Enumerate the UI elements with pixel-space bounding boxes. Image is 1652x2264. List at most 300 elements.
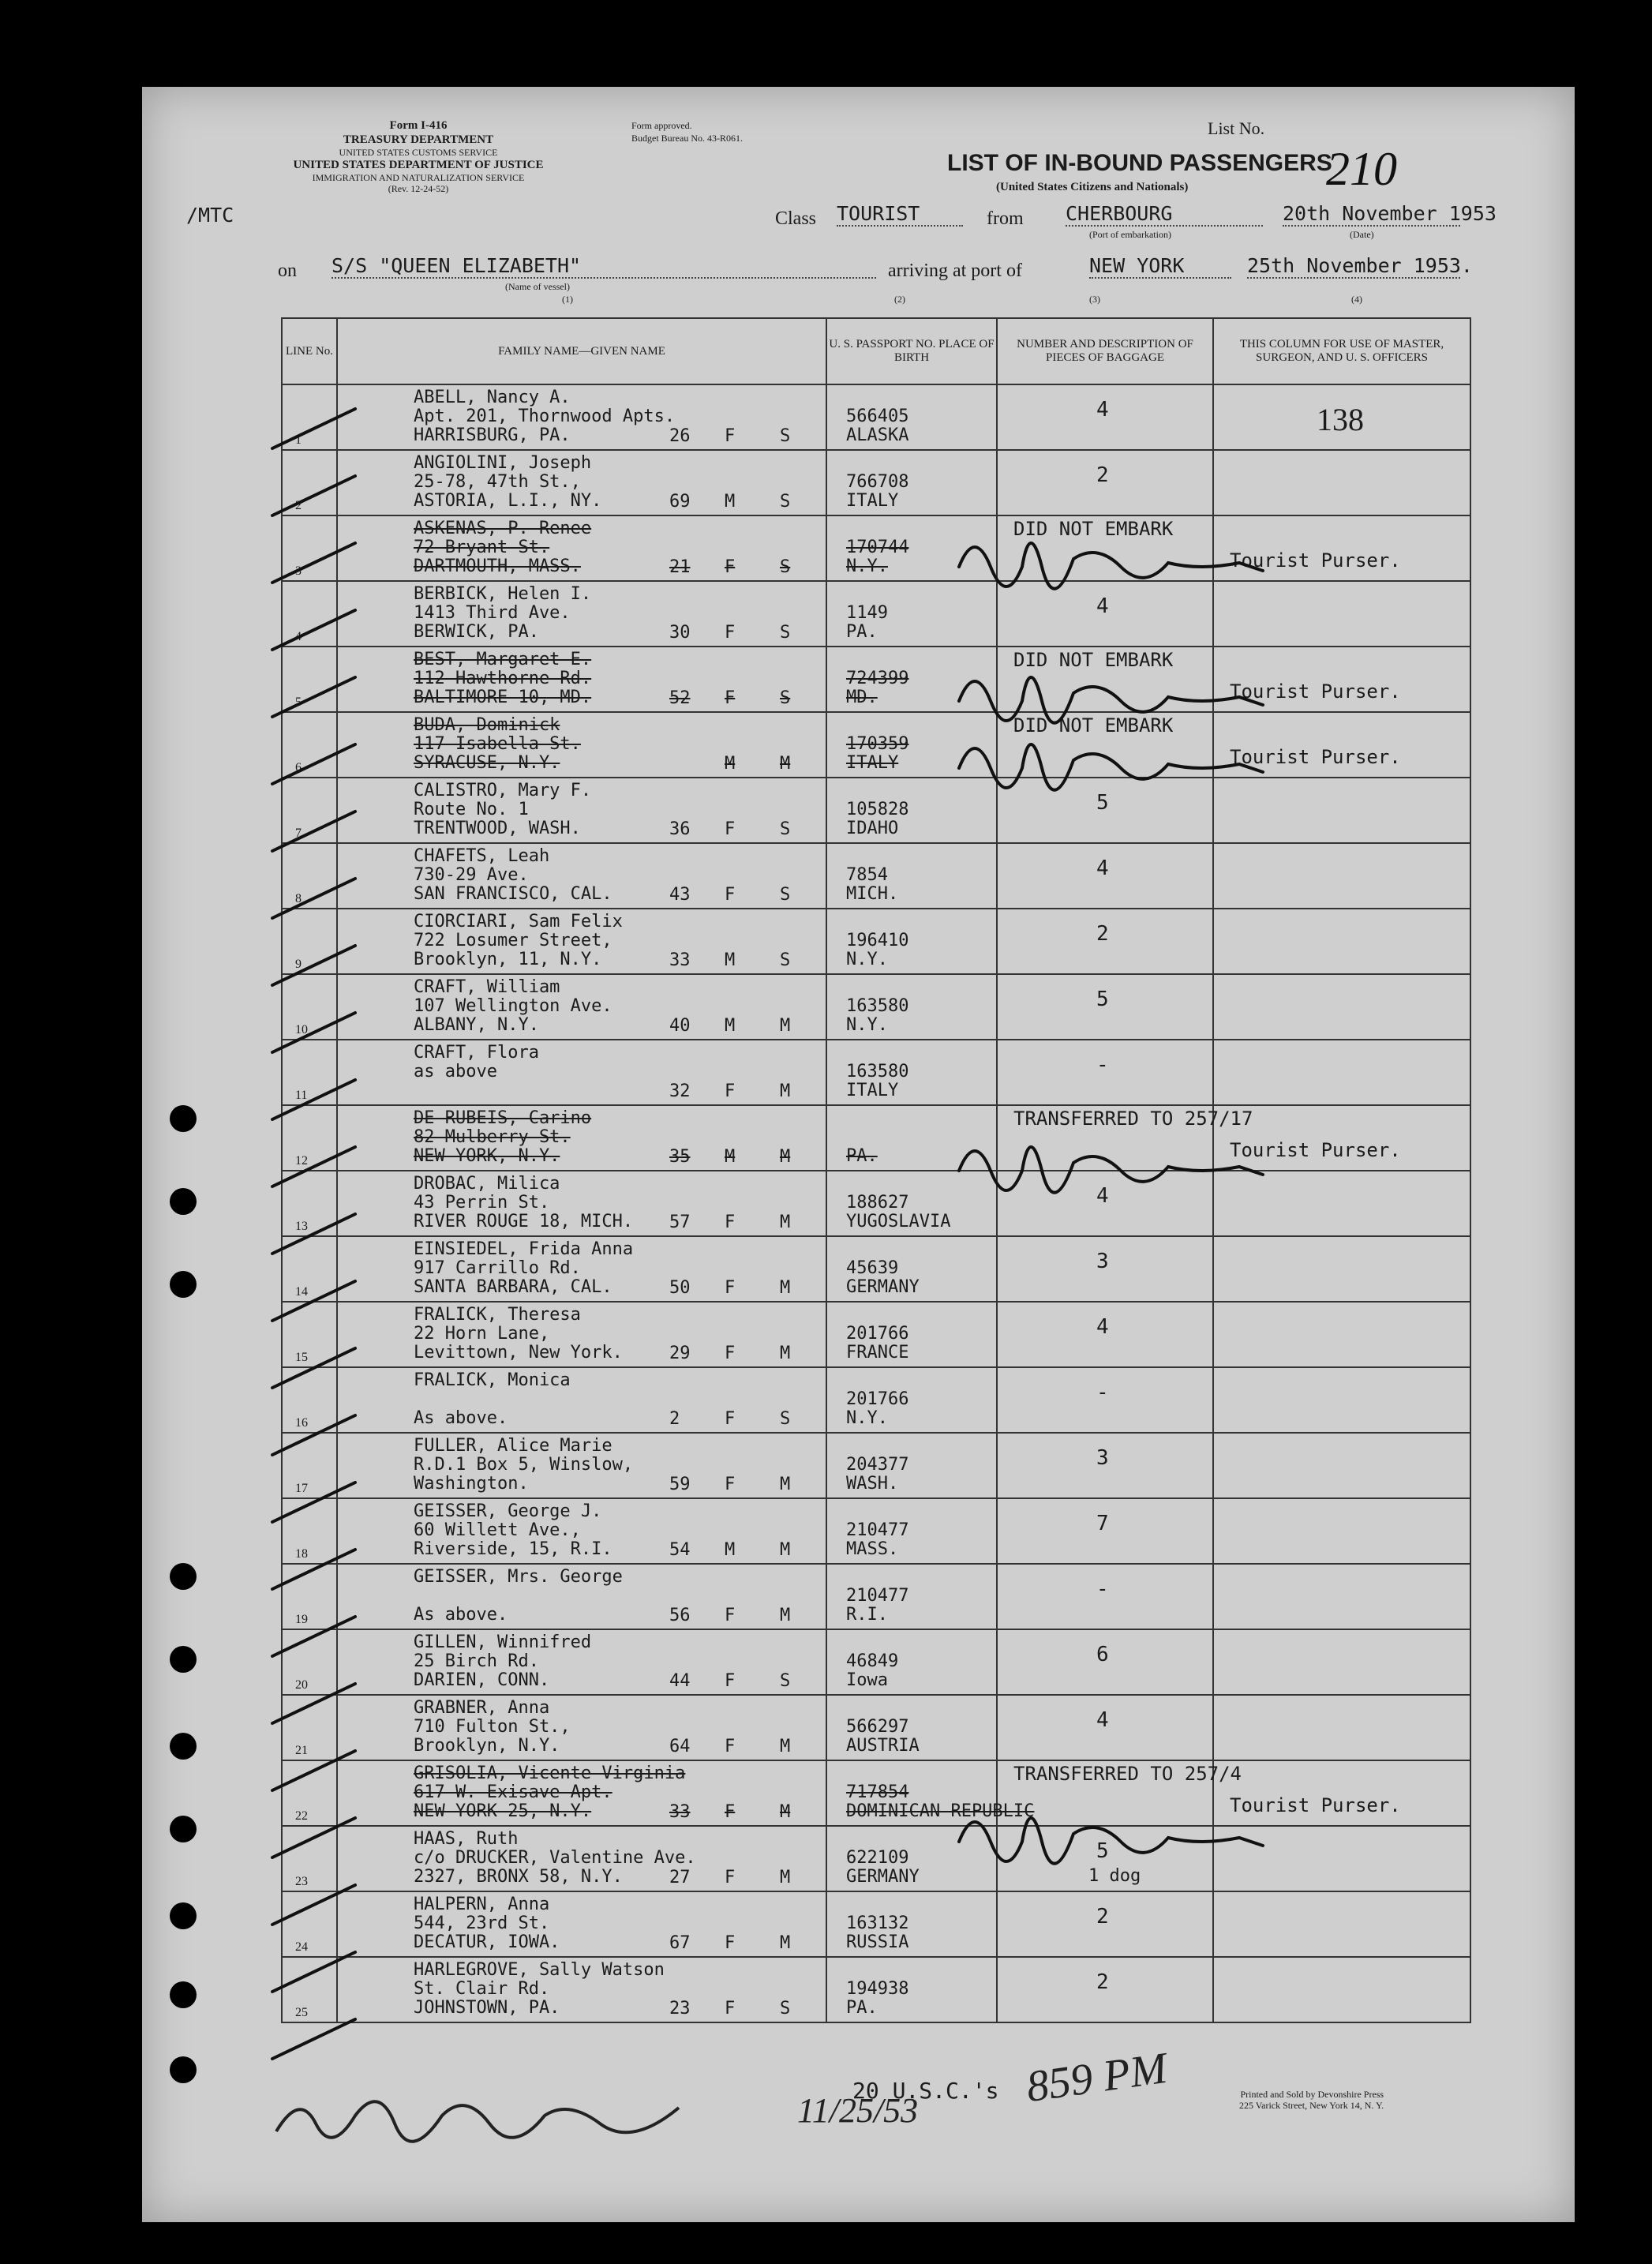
vessel-caption: (Name of vessel)	[505, 281, 570, 292]
address-line: Apt. 201, Thornwood Apts.	[414, 407, 676, 426]
place-of-birth: MASS.	[846, 1539, 899, 1559]
col-officers: THIS COLUMN FOR USE OF MASTER, SURGEON, AND U. S. OFFICERS	[1213, 318, 1470, 384]
passport-number: 724399	[846, 669, 909, 688]
baggage-count: 2	[1096, 1970, 1109, 1994]
passport-number: 163580	[846, 996, 909, 1016]
passenger-name: BUDA, Dominick	[414, 715, 560, 735]
class-label: Class	[775, 208, 817, 229]
printer-line-2: 225 Varick Street, New York 14, N. Y.	[1239, 2100, 1384, 2111]
col-passport: U. S. PASSPORT NO. PLACE OF BIRTH	[826, 318, 997, 384]
line-number: 7	[295, 827, 302, 840]
purser-note: Tourist Purser.	[1230, 746, 1401, 768]
check-mark	[272, 1214, 355, 1254]
baggage-count: 4	[1096, 1708, 1109, 1732]
sex: F	[725, 623, 736, 643]
age: 40	[669, 1016, 691, 1036]
age: 33	[669, 950, 691, 970]
sex: F	[725, 1278, 736, 1298]
age: 30	[669, 623, 691, 643]
marital-status: S	[780, 819, 791, 839]
purser-note: Tourist Purser.	[1230, 680, 1401, 703]
passport-number: 766708	[846, 472, 909, 492]
check-mark	[272, 610, 355, 650]
address-line: R.D.1 Box 5, Winslow,	[414, 1455, 634, 1475]
check-mark	[272, 1617, 355, 1656]
line-number: 3	[295, 564, 302, 578]
embark-port-caption: (Port of embarkation)	[1089, 229, 1171, 240]
caption-3: (3)	[1089, 294, 1100, 305]
address-line: 112 Hawthorne Rd.	[414, 669, 592, 688]
sex: M	[725, 754, 736, 774]
place-of-birth: N.Y.	[846, 1015, 888, 1035]
baggage-count: 4	[1096, 1315, 1109, 1339]
address-line: 730-29 Ave.	[414, 865, 529, 885]
marital-status: S	[780, 623, 791, 643]
age: 36	[669, 819, 691, 839]
marital-status: S	[780, 492, 791, 512]
address-city: Washington.	[414, 1474, 529, 1494]
sex: F	[725, 688, 736, 708]
col-baggage: NUMBER AND DESCRIPTION OF PIECES OF BAGGAGE	[997, 318, 1213, 384]
form-revision: (Rev. 12-24-52)	[388, 183, 449, 194]
line-number: 25	[295, 2006, 308, 2019]
sex: M	[725, 1540, 736, 1560]
baggage-count: 5	[1096, 988, 1109, 1011]
check-mark	[272, 1550, 355, 1589]
passport-number: 204377	[846, 1455, 909, 1475]
passenger-name: CALISTRO, Mary F.	[414, 781, 592, 800]
line-number: 14	[295, 1285, 308, 1299]
caption-4: (4)	[1351, 294, 1362, 305]
baggage-count: 4	[1096, 1184, 1109, 1208]
place-of-birth: PA.	[846, 1998, 878, 2018]
address-line: 72 Bryant St.	[414, 538, 550, 557]
address-city: Riverside, 15, R.I.	[414, 1539, 612, 1559]
check-mark	[272, 1281, 355, 1321]
marital-status: M	[780, 1540, 791, 1560]
check-mark	[272, 1080, 355, 1119]
marital-status: S	[780, 426, 791, 446]
address-city: Levittown, New York.	[414, 1343, 623, 1363]
col-name: FAMILY NAME—GIVEN NAME	[337, 318, 826, 384]
address-line: 617 W. Exisave Apt.	[414, 1782, 612, 1802]
address-city: SAN FRANCISCO, CAL.	[414, 884, 612, 904]
address-line: 722 Losumer Street,	[414, 931, 612, 950]
address-line: Route No. 1	[414, 800, 529, 819]
justice-dept: UNITED STATES DEPARTMENT OF JUSTICE	[293, 159, 544, 171]
sex: F	[725, 1213, 736, 1232]
passenger-name: FRALICK, Theresa	[414, 1305, 581, 1325]
printer-line-1: Printed and Sold by Devonshire Press	[1240, 2089, 1384, 2100]
address-city: DARIEN, CONN.	[414, 1670, 550, 1690]
sex: M	[725, 492, 736, 512]
purser-note: Tourist Purser.	[1230, 549, 1401, 572]
line-number: 20	[295, 1678, 308, 1692]
passport-number: 1149	[846, 603, 888, 623]
age: 57	[669, 1213, 691, 1232]
sex: F	[725, 1409, 736, 1429]
passport-number: 210477	[846, 1586, 909, 1606]
address-line: 917 Carrillo Rd.	[414, 1258, 581, 1278]
check-mark	[272, 946, 355, 985]
age: 59	[669, 1475, 691, 1494]
address-line: 22 Horn Lane,	[414, 1324, 550, 1344]
place-of-birth: WASH.	[846, 1474, 899, 1494]
address-city: JOHNSTOWN, PA.	[414, 1998, 560, 2018]
place-of-birth: ALASKA	[846, 425, 909, 445]
marital-status: S	[780, 1671, 791, 1691]
baggage-count: -	[1096, 1053, 1109, 1077]
remark-text: DID NOT EMBARK	[1013, 714, 1174, 737]
arrival-date: 25th November 1953.	[1247, 254, 1473, 277]
line-number: 12	[295, 1154, 308, 1168]
age: 29	[669, 1344, 691, 1363]
purser-note: Tourist Purser.	[1230, 1794, 1401, 1816]
passenger-name: GEISSER, George J.	[414, 1501, 602, 1521]
place-of-birth: DOMINICAN REPUBLIC	[846, 1801, 1035, 1821]
passenger-name: ABELL, Nancy A.	[414, 388, 571, 407]
address-line: 60 Willett Ave.,	[414, 1520, 581, 1540]
address-city: BERWICK, PA.	[414, 622, 539, 642]
line-number: 23	[295, 1875, 308, 1888]
remark-text: DID NOT EMBARK	[1013, 518, 1174, 540]
remark-text: TRANSFERRED TO 257/17	[1013, 1108, 1253, 1130]
age: 67	[669, 1933, 691, 1953]
age: 27	[669, 1868, 691, 1887]
place-of-birth: ITALY	[846, 1081, 899, 1100]
passport-number: 188627	[846, 1193, 909, 1213]
address-line: as above	[414, 1062, 497, 1081]
line-number: 4	[295, 630, 302, 643]
baggage-count: 4	[1096, 398, 1109, 422]
sex: F	[725, 819, 736, 839]
address-city: SYRACUSE, N.Y.	[414, 753, 560, 773]
list-no-value: 210	[1326, 143, 1397, 195]
age: 23	[669, 1999, 691, 2018]
list-no-label: List No.	[1208, 118, 1265, 138]
sex: F	[725, 1475, 736, 1494]
line-number: 2	[295, 499, 302, 512]
marital-status: S	[780, 885, 791, 905]
address-city: RIVER ROUGE 18, MICH.	[414, 1212, 634, 1231]
budget-bureau: Budget Bureau No. 43-R061.	[631, 133, 743, 144]
passport-number: 105828	[846, 800, 909, 819]
remark-text: DID NOT EMBARK	[1013, 649, 1174, 671]
passenger-name: EINSIEDEL, Frida Anna	[414, 1239, 634, 1259]
address-line: 25 Birch Rd.	[414, 1651, 539, 1671]
address-city: BALTIMORE 10, MD.	[414, 688, 592, 707]
passport-number: 566405	[846, 407, 909, 426]
sex: F	[725, 1606, 736, 1625]
immigration-service: IMMIGRATION AND NATURALIZATION SERVICE	[312, 172, 525, 183]
line-number: 11	[295, 1089, 308, 1102]
sex: F	[725, 1081, 736, 1101]
age: 2	[669, 1409, 680, 1429]
passport-number: 194938	[846, 1979, 909, 1999]
list-heading: LIST OF IN-BOUND PASSENGERS	[947, 150, 1332, 176]
passport-number: 163132	[846, 1914, 909, 1933]
age: 54	[669, 1540, 691, 1560]
line-number: 10	[295, 1023, 308, 1036]
age: 52	[669, 688, 691, 708]
printer-imprint	[1239, 2089, 1384, 2111]
passenger-name: FULLER, Alice Marie	[414, 1436, 612, 1456]
sex: F	[725, 885, 736, 905]
marital-status: M	[780, 1213, 791, 1232]
passenger-name: BERBICK, Helen I.	[414, 584, 592, 604]
sex: F	[725, 1802, 736, 1822]
address-city: HARRISBURG, PA.	[414, 425, 571, 445]
address-line: St. Clair Rd.	[414, 1979, 550, 1999]
address-city: TRENTWOOD, WASH.	[414, 819, 581, 838]
marital-status: S	[780, 1409, 791, 1429]
marital-status: M	[780, 1475, 791, 1494]
check-mark	[272, 1348, 355, 1388]
sex: F	[725, 1737, 736, 1756]
age: 26	[669, 426, 691, 446]
place-of-birth: Iowa	[846, 1670, 888, 1690]
address-line: c/o DRUCKER, Valentine Ave.	[414, 1848, 696, 1868]
passport-number: 163580	[846, 1062, 909, 1081]
sex: M	[725, 1147, 736, 1167]
check-mark	[272, 409, 355, 448]
inspector-signature	[268, 2068, 742, 2147]
passenger-name: GRABNER, Anna	[414, 1698, 550, 1718]
sex: F	[725, 1999, 736, 2018]
remark-text: TRANSFERRED TO 257/4	[1013, 1763, 1242, 1785]
passenger-name: GILLEN, Winnifred	[414, 1632, 592, 1652]
address-city: NEW YORK, N.Y.	[414, 1146, 560, 1166]
passenger-name: GRISOLIA, Vicente Virginia	[414, 1764, 686, 1783]
address-city: As above.	[414, 1605, 508, 1625]
check-mark	[272, 1952, 355, 1992]
marital-status: S	[780, 950, 791, 970]
passenger-name: DE RUBEIS, Carino	[414, 1108, 592, 1128]
check-mark	[272, 1684, 355, 1723]
address-line: 25-78, 47th St.,	[414, 472, 581, 492]
passport-number: 170359	[846, 734, 909, 754]
line-number: 13	[295, 1220, 308, 1233]
age: 69	[669, 492, 691, 512]
address-line: 544, 23rd St.	[414, 1914, 550, 1933]
age: 32	[669, 1081, 691, 1101]
customs-service: UNITED STATES CUSTOMS SERVICE	[339, 147, 498, 158]
place-of-birth: FRANCE	[846, 1343, 909, 1363]
check-mark	[272, 812, 355, 851]
passport-number: 7854	[846, 865, 888, 885]
baggage-count: 2	[1096, 463, 1109, 487]
purser-signature	[959, 677, 1263, 723]
baggage-count: 5	[1096, 791, 1109, 815]
line-number: 8	[295, 892, 302, 905]
marital-status: M	[780, 1868, 791, 1887]
check-mark	[272, 1482, 355, 1522]
place-of-birth: GERMANY	[846, 1867, 920, 1887]
marital-status: M	[780, 1737, 791, 1756]
address-city: ASTORIA, L.I., NY.	[414, 491, 602, 511]
passenger-name: FRALICK, Monica	[414, 1370, 571, 1390]
passenger-name: HALPERN, Anna	[414, 1895, 550, 1914]
class-value: TOURIST	[837, 202, 963, 227]
place-of-birth: GERMANY	[846, 1277, 920, 1297]
form-approved: Form approved.	[631, 120, 692, 131]
baggage-count: 7	[1096, 1512, 1109, 1535]
place-of-birth: N.Y.	[846, 557, 888, 576]
purser-signature	[959, 744, 1263, 790]
marital-status: M	[780, 1802, 791, 1822]
place-of-birth: PA.	[846, 622, 878, 642]
address-city: DECATUR, IOWA.	[414, 1932, 560, 1952]
passenger-name: CRAFT, Flora	[414, 1043, 539, 1063]
line-number: 1	[295, 433, 302, 447]
baggage-count: 5	[1096, 1839, 1109, 1863]
passenger-name: HARLEGROVE, Sally Watson	[414, 1960, 665, 1980]
embark-date: 20th November 1953	[1283, 202, 1497, 225]
officer-note: 138	[1317, 402, 1364, 437]
age: 64	[669, 1737, 691, 1756]
sex: F	[725, 557, 736, 577]
line-number: 15	[295, 1351, 308, 1364]
age: 56	[669, 1606, 691, 1625]
col-line-no: LINE No.	[282, 318, 337, 384]
passenger-name: CRAFT, William	[414, 977, 560, 997]
address-line: 43 Perrin St.	[414, 1193, 550, 1213]
address-city: NEW YORK 25, N.Y.	[414, 1801, 592, 1821]
passport-number: 210477	[846, 1520, 909, 1540]
line-number: 5	[295, 695, 302, 709]
sex: F	[725, 1344, 736, 1363]
purser-signature	[959, 1818, 1263, 1864]
address-line: 710 Fulton St.,	[414, 1717, 571, 1737]
marital-status: S	[780, 688, 791, 708]
sex: F	[725, 1868, 736, 1887]
age: 50	[669, 1278, 691, 1298]
handwritten-count: 859 PM	[1023, 2043, 1171, 2112]
place-of-birth: ITALY	[846, 491, 899, 511]
passenger-name: HAAS, Ruth	[414, 1829, 519, 1849]
usc-count: 20 U.S.C.'s	[852, 2078, 999, 2104]
passenger-name: DROBAC, Milica	[414, 1174, 560, 1194]
check-mark	[272, 1013, 355, 1052]
treasury-dept: TREASURY DEPARTMENT	[343, 133, 494, 146]
arrival-port: NEW YORK	[1089, 254, 1231, 279]
arriving-label: arriving at port of	[888, 261, 1022, 281]
line-number: 9	[295, 958, 302, 971]
baggage-count: -	[1096, 1381, 1109, 1404]
baggage-count: 4	[1096, 856, 1109, 880]
place-of-birth: R.I.	[846, 1605, 888, 1625]
line-number: 6	[295, 761, 302, 774]
caption-2: (2)	[894, 294, 905, 305]
baggage-count: 4	[1096, 594, 1109, 618]
place-of-birth: AUSTRIA	[846, 1736, 920, 1756]
place-of-birth: PA.	[846, 1146, 878, 1166]
address-city: Brooklyn, N.Y.	[414, 1736, 560, 1756]
check-mark	[272, 744, 355, 784]
check-mark	[272, 879, 355, 918]
line-number: 22	[295, 1809, 308, 1823]
marital-status: M	[780, 1081, 791, 1101]
passenger-name: BEST, Margaret E.	[414, 650, 592, 669]
age: 35	[669, 1147, 691, 1167]
marital-status: S	[780, 1999, 791, 2018]
address-line: 107 Wellington Ave.	[414, 996, 612, 1016]
sex: F	[725, 426, 736, 446]
age: 21	[669, 557, 691, 577]
list-subheading: (United States Citizens and Nationals)	[996, 181, 1189, 193]
address-city: ALBANY, N.Y.	[414, 1015, 539, 1035]
baggage-count: 3	[1096, 1250, 1109, 1273]
age: 33	[669, 1802, 691, 1822]
baggage-count: 6	[1096, 1643, 1109, 1666]
check-mark	[272, 1147, 355, 1186]
caption-1: (1)	[562, 294, 573, 305]
baggage-count: 2	[1096, 922, 1109, 946]
place-of-birth: N.Y.	[846, 1408, 888, 1428]
line-number: 19	[295, 1613, 308, 1626]
date-caption: (Date)	[1350, 229, 1374, 240]
purser-note: Tourist Purser.	[1230, 1139, 1401, 1161]
place-of-birth: MICH.	[846, 884, 899, 904]
passport-number: 717854	[846, 1782, 909, 1802]
place-of-birth: IDAHO	[846, 819, 899, 838]
passenger-name: CHAFETS, Leah	[414, 846, 550, 866]
address-line: 117 Isabella St.	[414, 734, 581, 754]
check-mark	[272, 1818, 355, 1857]
handwritten-date: 11/25/53	[797, 2091, 919, 2130]
line-number: 16	[295, 1416, 308, 1430]
passport-number: 46849	[846, 1651, 899, 1671]
check-mark	[272, 476, 355, 515]
place-of-birth: YUGOSLAVIA	[846, 1212, 951, 1231]
address-line: 1413 Third Ave.	[414, 603, 571, 623]
passport-number: 201766	[846, 1324, 909, 1344]
marital-status: M	[780, 1016, 791, 1036]
address-city: SANTA BARBARA, CAL.	[414, 1277, 612, 1297]
form-number: Form I-416	[389, 119, 448, 132]
passenger-name: CIORCIARI, Sam Felix	[414, 912, 623, 931]
passport-number: 622109	[846, 1848, 909, 1868]
check-mark	[272, 543, 355, 583]
marital-status: M	[780, 1606, 791, 1625]
passenger-name: ANGIOLINI, Joseph	[414, 453, 592, 473]
purser-signature	[959, 1147, 1263, 1193]
line-number: 17	[295, 1482, 308, 1495]
place-of-birth: MD.	[846, 688, 878, 707]
marital-status: S	[780, 557, 791, 577]
vessel-name: S/S "QUEEN ELIZABETH"	[332, 254, 876, 279]
purser-signature	[959, 543, 1263, 589]
check-mark	[272, 677, 355, 717]
check-mark	[272, 2019, 355, 2059]
passenger-name: GEISSER, Mrs. George	[414, 1567, 623, 1587]
check-mark	[272, 1751, 355, 1790]
address-line: 82 Mulberry St.	[414, 1127, 571, 1147]
baggage-count: 2	[1096, 1905, 1109, 1929]
check-mark	[272, 1415, 355, 1455]
place-of-birth: ITALY	[846, 753, 899, 773]
sex: F	[725, 1671, 736, 1691]
check-mark	[272, 1885, 355, 1925]
passport-number: 196410	[846, 931, 909, 950]
baggage-count: -	[1096, 1577, 1109, 1601]
passenger-name: ASKENAS, P. Renee	[414, 519, 592, 538]
address-city: 2327, BRONX 58, N.Y.	[414, 1867, 623, 1887]
address-city: Brooklyn, 11, N.Y.	[414, 950, 602, 969]
line-number: 18	[295, 1547, 308, 1561]
baggage-note: 1 dog	[1088, 1866, 1141, 1886]
age: 43	[669, 885, 691, 905]
